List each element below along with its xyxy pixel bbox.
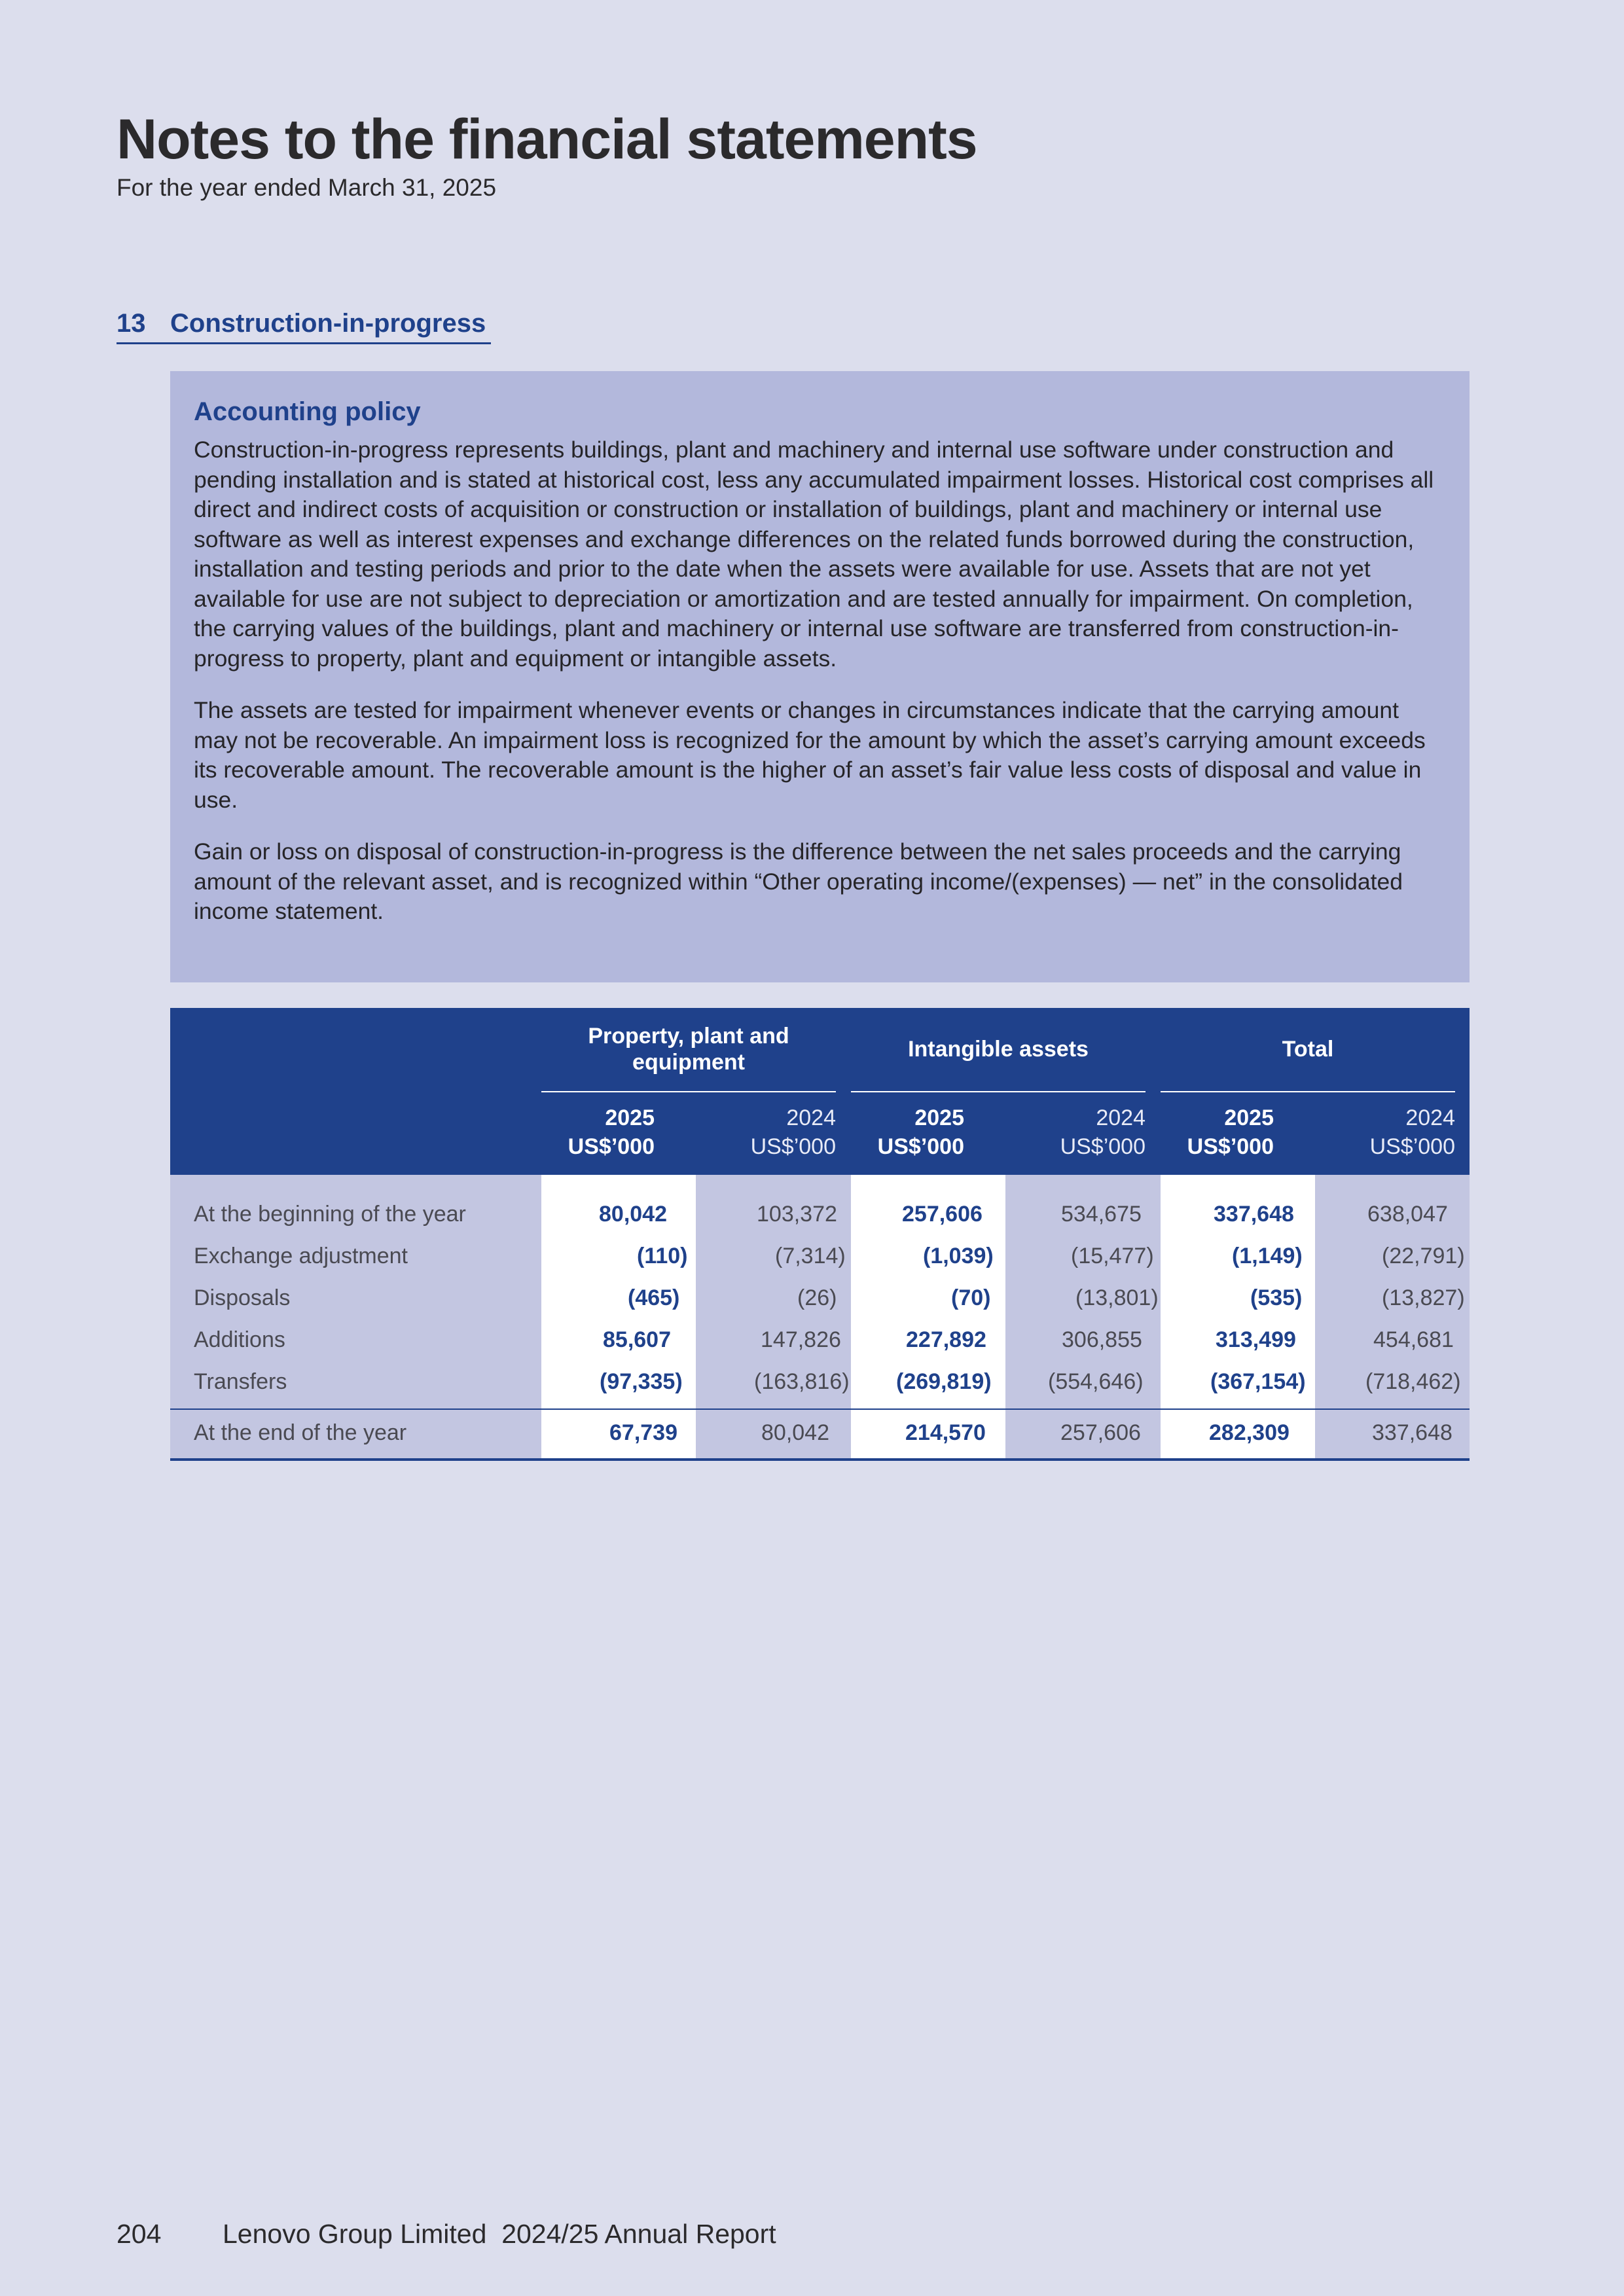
cell-ppe-2024: (26)	[797, 1285, 837, 1310]
cell-intangible-2025: (269,819)	[896, 1369, 992, 1394]
movement-table	[170, 1008, 1470, 1461]
policy-paragraph: The assets are tested for impairment whenever events or changes in circumstances indicate that the carrying amount may not be recoverable. An impairment loss is recognized for the amount by which the asset’s carrying amount exceeds its recoverable amount. The recoverable amount is the higher of an asset’s fair value less costs of disposal and value in use.	[194, 697, 1426, 813]
row-label: At the end of the year	[194, 1420, 407, 1445]
table-row	[170, 1361, 1470, 1403]
table-row	[170, 1193, 1470, 1235]
cell-ppe-2024: 80,042	[761, 1420, 829, 1445]
accounting-policy-box	[170, 371, 1470, 982]
table-row	[170, 1235, 1470, 1277]
row-label: At the beginning of the year	[194, 1202, 466, 1227]
cell-ppe-2024: (7,314)	[775, 1244, 846, 1268]
cell-intangible-2024: 257,606	[1060, 1420, 1141, 1445]
cell-intangible-2024: (554,646)	[1048, 1369, 1144, 1394]
cell-ppe-2025: (97,335)	[600, 1369, 683, 1394]
cell-ppe-2025: 67,739	[609, 1420, 677, 1445]
table-row	[170, 1319, 1470, 1361]
group-header-ppe: Property, plant and equipment	[588, 1024, 789, 1075]
group-header-intangible: Intangible assets	[908, 1037, 1089, 1062]
cell-ppe-2025: 85,607	[603, 1327, 671, 1352]
report-name: Lenovo Group Limited 2024/25 Annual Report	[223, 2219, 776, 2249]
cell-intangible-2025: (70)	[951, 1285, 991, 1310]
row-label: Disposals	[194, 1285, 291, 1310]
page-subtitle: For the year ended March 31, 2025	[117, 174, 497, 201]
cell-total-2024: (718,462)	[1365, 1369, 1461, 1394]
table-total-row	[170, 1412, 1470, 1454]
group-rule	[1161, 1091, 1455, 1092]
cell-intangible-2024: 534,675	[1061, 1202, 1142, 1227]
col-header-intangible-2024: 2024 US$’000	[1060, 1105, 1146, 1159]
cell-total-2025: 337,648	[1214, 1202, 1294, 1227]
col-header-total-2024: 2024 US$’000	[1369, 1105, 1455, 1159]
table-header	[170, 1008, 1470, 1175]
cell-total-2025: 282,309	[1209, 1420, 1290, 1445]
cell-total-2025: (367,154)	[1210, 1369, 1306, 1394]
table-bottom-rule	[170, 1458, 1470, 1461]
row-label: Transfers	[194, 1369, 287, 1394]
subtotal-rule	[170, 1408, 1470, 1410]
cell-intangible-2024: (13,801)	[1075, 1285, 1159, 1310]
group-rule	[541, 1091, 836, 1092]
cell-total-2024: (22,791)	[1382, 1244, 1465, 1268]
row-label: Additions	[194, 1327, 285, 1352]
cell-intangible-2025: (1,039)	[923, 1244, 994, 1268]
cell-total-2024: 337,648	[1372, 1420, 1453, 1445]
col-header-ppe-2025: 2025 US$’000	[568, 1105, 655, 1159]
page-title: Notes to the financial statements	[117, 108, 977, 171]
section-heading	[117, 305, 491, 344]
cell-intangible-2025: 214,570	[905, 1420, 986, 1445]
section-title: Construction-in-progress	[170, 309, 486, 338]
cell-intangible-2024: 306,855	[1062, 1327, 1142, 1352]
cell-intangible-2024: (15,477)	[1071, 1244, 1154, 1268]
page-number: 204	[117, 2219, 162, 2249]
cell-total-2025: (1,149)	[1232, 1244, 1303, 1268]
table-row	[170, 1277, 1470, 1319]
cell-ppe-2024: (163,816)	[754, 1369, 850, 1394]
cell-total-2024: 638,047	[1367, 1202, 1448, 1227]
col-header-ppe-2024: 2024 US$’000	[750, 1105, 836, 1159]
cell-total-2024: 454,681	[1373, 1327, 1454, 1352]
cell-ppe-2025: (465)	[628, 1285, 680, 1310]
cell-total-2025: 313,499	[1216, 1327, 1296, 1352]
section-number: 13	[117, 309, 146, 338]
cell-intangible-2025: 227,892	[906, 1327, 986, 1352]
cell-ppe-2024: 147,826	[761, 1327, 841, 1352]
col-header-total-2025: 2025 US$’000	[1187, 1105, 1274, 1159]
policy-paragraph: Gain or loss on disposal of construction-in-progress is the difference between the net sales proceeds and the carrying amount of the relevant asset, and is recognized within “Other operating income/(expenses) — net” in the consolidated income statement.	[194, 838, 1403, 924]
row-label: Exchange adjustment	[194, 1244, 408, 1268]
group-header-total: Total	[1282, 1037, 1334, 1062]
policy-title: Accounting policy	[194, 397, 421, 426]
cell-intangible-2025: 257,606	[902, 1202, 983, 1227]
col-header-intangible-2025: 2025 US$’000	[877, 1105, 964, 1159]
page-footer	[117, 2219, 776, 2250]
cell-ppe-2025: (110)	[637, 1244, 688, 1268]
cell-ppe-2025: 80,042	[599, 1202, 667, 1227]
group-rule	[851, 1091, 1146, 1092]
cell-total-2025: (535)	[1250, 1285, 1303, 1310]
cell-total-2024: (13,827)	[1382, 1285, 1465, 1310]
cell-ppe-2024: 103,372	[757, 1202, 837, 1227]
policy-paragraph: Construction-in-progress represents buildings, plant and machinery and internal use software under construction and pending installation and is stated at historical cost, less any accumulated impairment losses. Historical cost comprises all direct and indirect costs of acquisition or construction or installation of buildings, plant and machinery or internal use software as well as interest expenses and exchange differences on the related funds borrowed during the construction, installation and testing periods and prior to the date when the assets were available for use. Assets that are not yet available for use are not subject to depreciation or amortization and are tested annually for impairment. On completion, the carrying values of the buildings, plant and machinery or internal use software are transferred from construction-in-progress to property, plant and equipment or intangible assets.	[194, 437, 1434, 672]
